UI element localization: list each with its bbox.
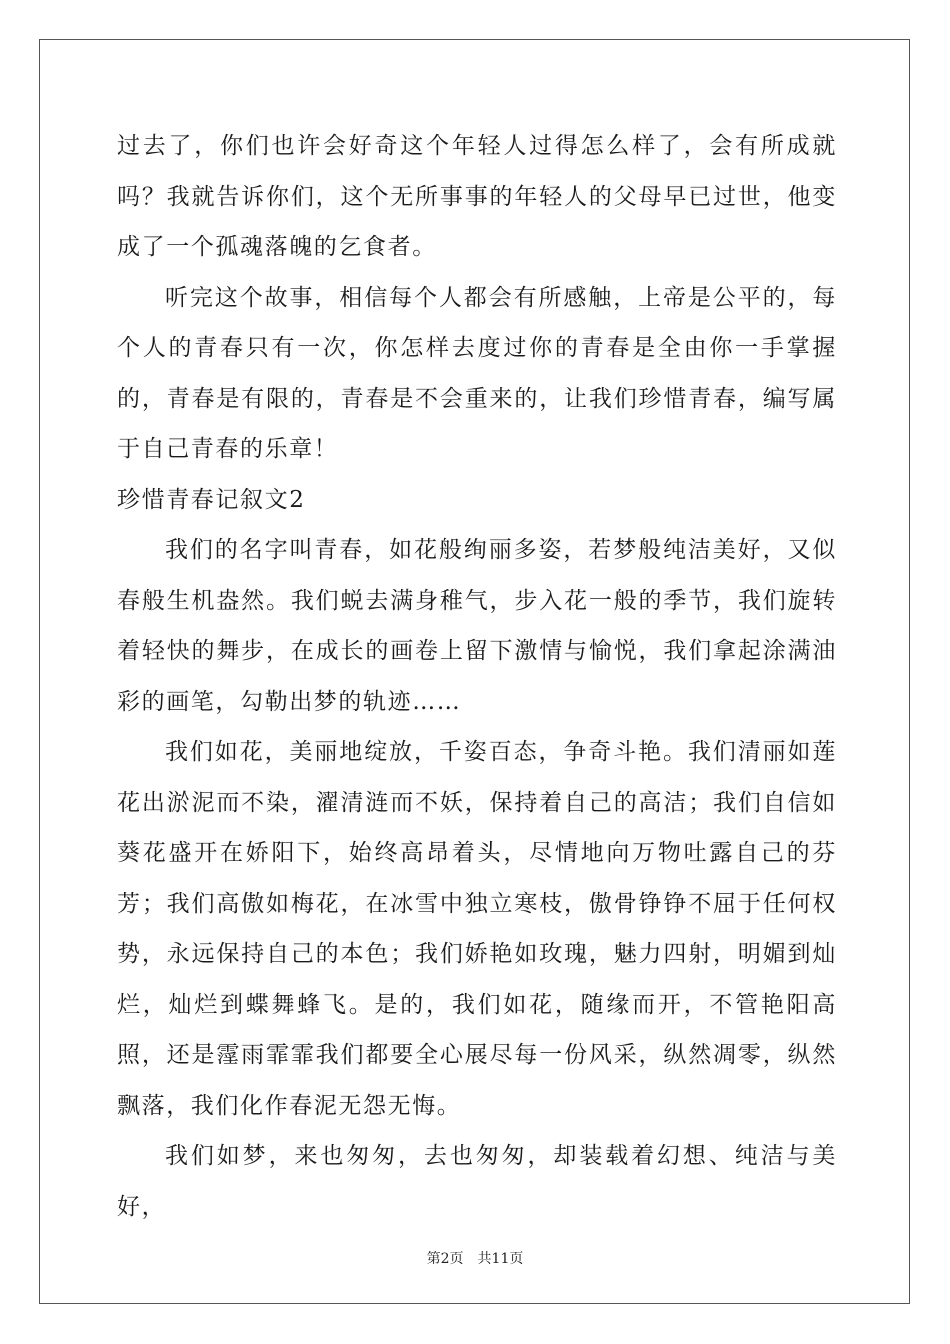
page-number: 第2页 bbox=[426, 1251, 464, 1267]
section-paragraph-2: 我们如花，美丽地绽放，千姿百态，争奇斗艳。我们清丽如莲花出淤泥而不染，濯清涟而不妖，保持着自己的高洁；我们自信如葵花盛开在娇阳下，始终高昂着头，尽情地向万物吐露自己的芬芳；我们高傲如梅花，在冰雪中独立寒枝，傲骨铮铮不屈于任何权势，永远保持自己的本色；我们娇艳如玫瑰，魅力四射，明媚到灿烂，灿烂到蝶舞蜂飞。是的，我们如花，随缘而开，不管艳阳高照，还是霪雨霏霏我们都要全心展尽每一份风采，纵然凋零，纵然飘落，我们化作春泥无怨无悔。 bbox=[117, 739, 837, 1119]
section-paragraph-3: 我们如梦，来也匆匆，去也匆匆，却装载着幻想、纯洁与美好， bbox=[117, 1143, 837, 1220]
document-body bbox=[117, 121, 837, 1232]
paragraph-2: 听完这个故事，相信每个人都会有所感触，上帝是公平的，每个人的青春只有一次，你怎样去度过你的青春是全由你一手掌握的，青春是有限的，青春是不会重来的，让我们珍惜青春，编写属于自己青春的乐章！ bbox=[117, 284, 837, 462]
section-paragraph-1: 我们的名字叫青春，如花般绚丽多姿，若梦般纯洁美好，又似春般生机盎然。我们蜕去满身稚气，步入花一般的季节，我们旋转着轻快的舞步，在成长的画卷上留下激情与愉悦，我们拿起涂满油彩的画笔，勾勒出梦的轨迹…… bbox=[117, 537, 837, 715]
page-total: 共11页 bbox=[477, 1251, 524, 1267]
paragraph-1: 过去了，你们也许会好奇这个年轻人过得怎么样了，会有所成就吗？我就告诉你们，这个无所事事的年轻人的父母早已过世，他变成了一个孤魂落魄的乞食者。 bbox=[117, 133, 837, 260]
page-footer bbox=[0, 1248, 950, 1268]
section-title: 珍惜青春记叙文2 bbox=[117, 486, 306, 513]
